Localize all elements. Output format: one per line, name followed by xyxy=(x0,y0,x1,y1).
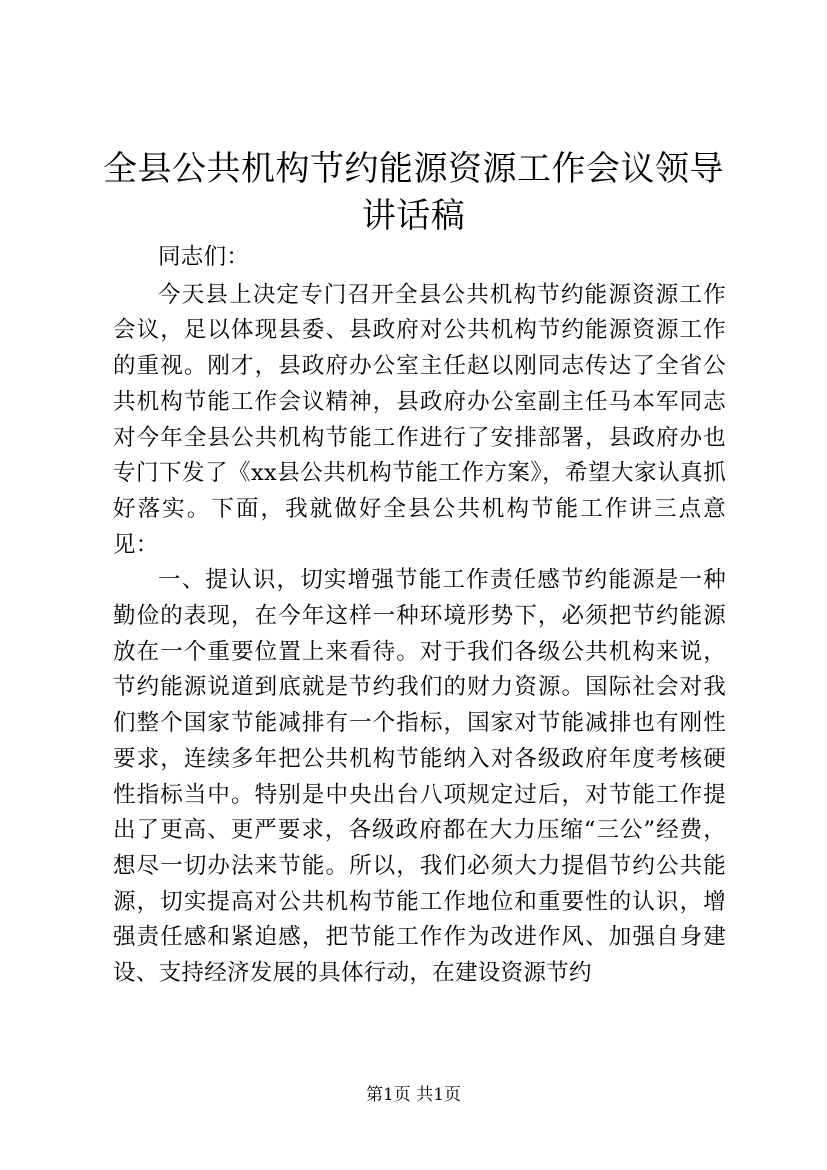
point-one-paragraph: 一、提认识，切实增强节能工作责任感节约能源是一种勤俭的表现，在今年这样一种环境形势下，必须把节约能源放在一个重要位置上来看待。对于我们各级公共机构来说，节约能源说道到底就是节约我们的财力资源。国际社会对我们整个国家节能减排有一个指标，国家对节能减排也有刚性要求，连续多年把公共机构节能纳入对各级政府年度考核硬性指标当中。特别是中央出台八项规定过后，对节能工作提出了更高、更严要求，各级政府都在大力压缩“三公”经费，想尽一切办法来节能。所以，我们必须大力提倡节约公共能源，切实提高对公共机构节能工作地位和重要性的认识，增强责任感和紧迫感，把节能工作作为改进作风、加强自身建设、支持经济发展的具体行动，在建设资源节约 xyxy=(113,567,726,987)
salutation-paragraph: 同志们： xyxy=(158,244,250,270)
intro-paragraph: 今天县上决定专门召开全县公共机构节约能源资源工作会议，足以体现县委、县政府对公共机构节约能源资源工作的重视。刚才，县政府办公室主任赵以刚同志传达了全省公共机构节能工作会议精神，县政府办公室副主任马本军同志对今年全县公共机构节能工作进行了安排部署，县政府办也专门下发了《xx县公共机构节能工作方案》，希望大家认真抓好落实。下面，我就做好全县公共机构节能工作讲三点意见： xyxy=(113,281,726,558)
document-body xyxy=(113,240,726,992)
page-footer: 第1页 共1页 xyxy=(365,1085,462,1105)
document-title: 全县公共机构节约能源资源工作会议领导讲话稿 xyxy=(103,149,724,236)
